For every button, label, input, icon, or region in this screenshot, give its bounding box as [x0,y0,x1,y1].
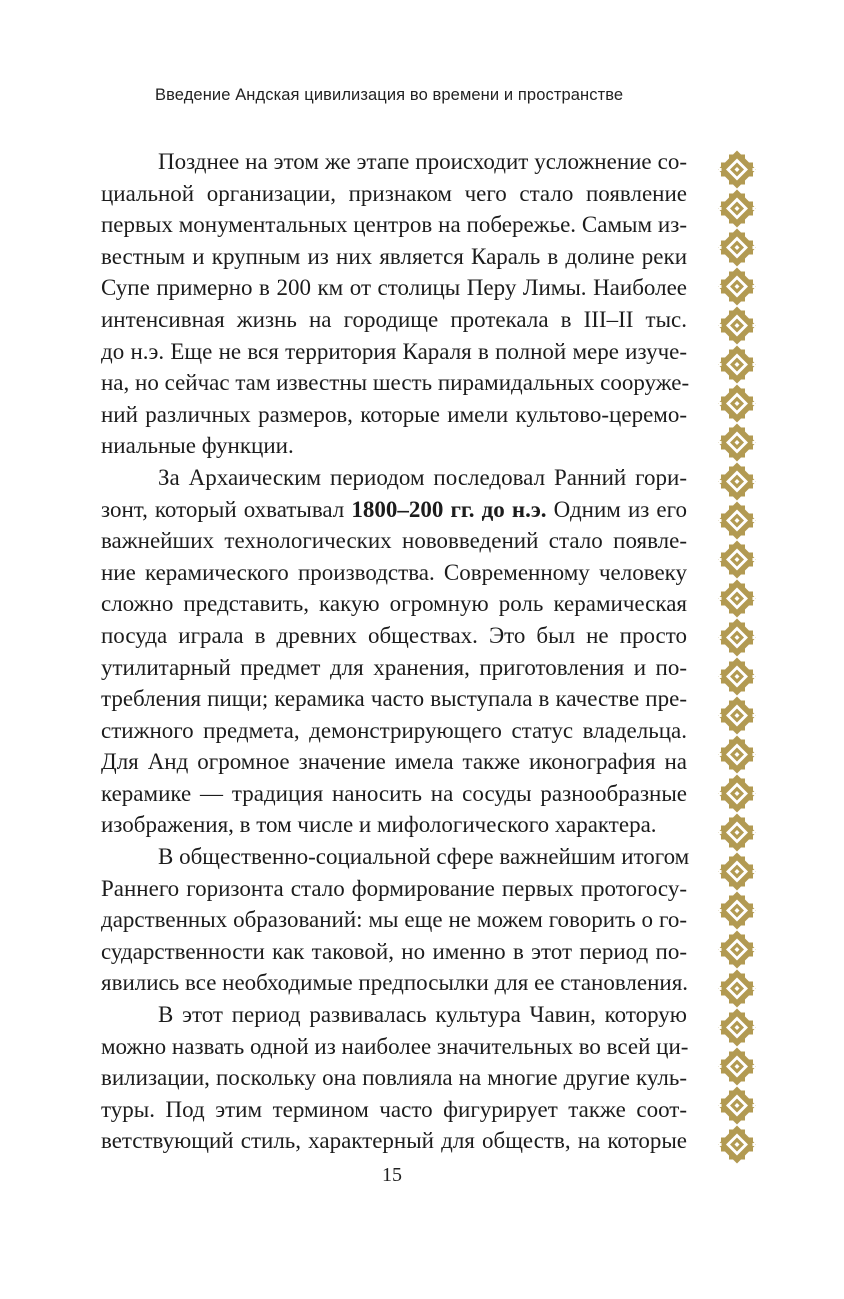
diamond-motif-icon [718,814,756,852]
text-line-with-bold-date [101,494,687,526]
text-line: изображения, в том числе и мифологического характера. [101,812,657,838]
text-line: Для Анд огромное значение имела также иконография на [101,749,687,775]
text-line: утилитарный предмет для хранения, приготовления и по- [101,654,687,680]
diamond-motif-icon [718,463,756,501]
text-line: вилизации, поскольку она повлияла на многие другие куль- [101,1065,687,1091]
diamond-motif-icon [718,541,756,579]
diamond-motif-icon [718,970,756,1008]
text-line: туры. Под этим термином часто фигурирует также соот- [101,1096,687,1122]
diamond-motif-icon [718,892,756,930]
text-line: керамике — традиция наносить на сосуды разнообразные [101,780,687,806]
diamond-motif-icon [718,619,756,657]
diamond-motif-icon [718,424,756,462]
text-line: сударственности как таковой, но именно в этот период по- [101,938,687,964]
bold-date-range: 1800–200 гг. до н.э. [351,496,547,522]
text-line: ний различных размеров, которые имели культово-церемо- [101,401,687,427]
text-line: на, но сейчас там известны шесть пирамидальных сооруже- [101,370,690,396]
page-number: 15 [382,1164,402,1186]
diamond-motif-icon [718,307,756,345]
diamond-motif-icon [718,1087,756,1125]
diamond-motif-icon [718,1048,756,1086]
text-line: первых монументальных центров на побережье. Самым из- [101,212,687,238]
diamond-motif-icon [718,658,756,696]
text-fragment: Одним из его [546,496,687,522]
diamond-motif-icon [718,151,756,189]
diamond-motif-icon [718,775,756,813]
diamond-motif-icon [718,853,756,891]
diamond-motif-icon [718,190,756,228]
diamond-motif-icon [718,346,756,384]
text-line: ние керамического производства. Современному человеку [101,559,687,585]
text-line: ниальные функции. [101,433,294,459]
text-line: Позднее на этом же этапе происходит усложнение со- [158,149,687,174]
text-line: до н.э. Еще не вся территория Караля в полной мере изуче- [101,338,687,364]
running-header: Введение Андская цивилизация во времени и пространстве [155,86,624,104]
text-line: Супе примерно в 200 км от столицы Перу Лимы. Наиболее [101,275,687,301]
text-line: стижного предмета, демонстрирующего статус владельца. [101,717,687,743]
text-line: ветствующий стиль, характерный для обществ, на которые [101,1128,687,1154]
text-line: Раннего горизонта стало формирование первых протогосу- [101,875,687,901]
diamond-motif-icon [718,385,756,423]
diamond-motif-icon [718,931,756,969]
text-line: циальной организации, признаком чего стало появление [101,180,687,206]
text-line: В общественно-социальной сфере важнейшим итогом [158,844,690,870]
text-line: явились все необходимые предпосылки для ее становления. [101,970,689,996]
diamond-motif-icon [718,502,756,540]
text-line: интенсивная жизнь на городище протекала в III–II тыс. [101,306,687,332]
text-line: важнейших технологических нововведений стало появле- [101,528,687,554]
text-fragment: зонт, который охватывал [101,496,352,522]
diamond-motif-icon [718,697,756,735]
text-line: требления пищи; керамика часто выступала в качестве пре- [101,686,687,712]
diamond-motif-icon [718,736,756,774]
text-line: сложно представить, какую огромную роль керамическая [101,591,687,617]
page-body [101,146,690,1157]
text-line: можно назвать одной из наиболее значительных во всей ци- [101,1033,689,1059]
diamond-motif-icon [718,1009,756,1047]
text-line: В этот период развивалась культура Чавин, которую [158,1002,687,1028]
diamond-motif-icon [718,1126,756,1164]
andean-geometric-border-icon [717,150,757,1164]
text-line: посуда играла в древних обществах. Это был не просто [101,622,687,648]
text-line: За Архаическим периодом последовал Ранний гори- [158,464,687,490]
text-line: дарственных образований: мы еще не можем говорить о го- [101,907,687,933]
diamond-motif-icon [718,268,756,306]
diamond-motif-icon [718,229,756,267]
text-line: вестным и крупным из них является Караль в долине реки [101,243,687,269]
diamond-motif-icon [718,580,756,618]
